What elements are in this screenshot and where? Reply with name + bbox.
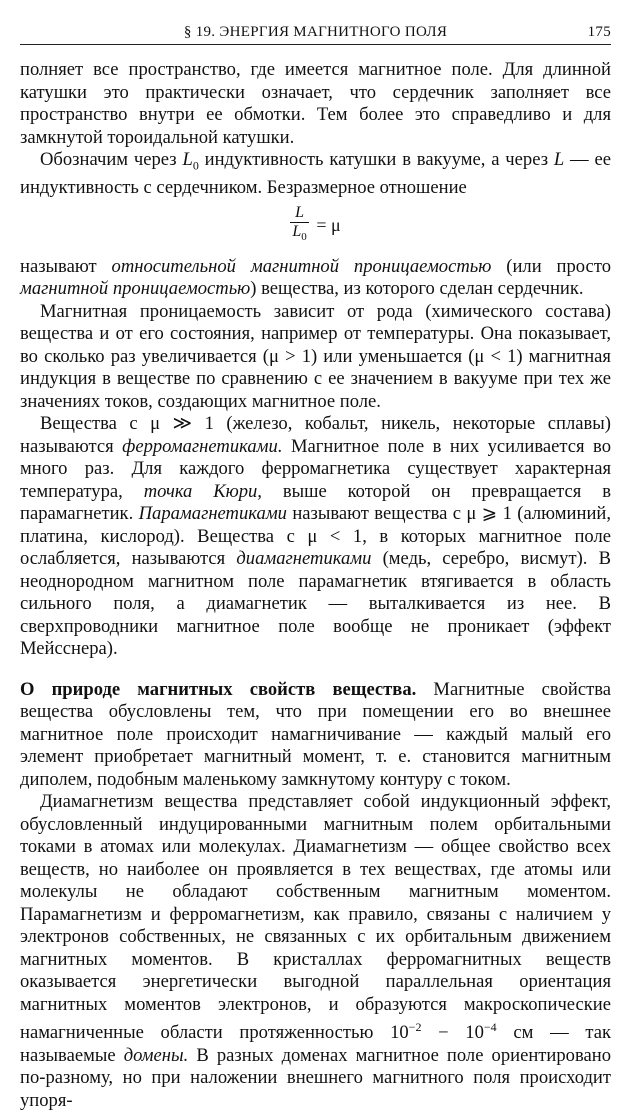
- formula-rhs: = μ: [316, 214, 341, 235]
- symbol-l0: L: [182, 149, 193, 170]
- term-diamagnets: диамагнетиками: [236, 548, 372, 570]
- term-paramagnets: Парамагнетиками: [138, 503, 287, 525]
- section-heading: О природе магнитных свойств вещества.: [20, 678, 417, 700]
- section-gap: [20, 661, 611, 679]
- chapter-title: § 19. ЭНЕРГИЯ МАГНИТНОГО ПОЛЯ: [183, 24, 448, 40]
- symbol-l: L: [553, 149, 565, 170]
- page-number: 175: [587, 24, 611, 40]
- paragraph-2: Обозначим через $L_0$ индуктивность катушки в вакууме, а через L — ее индуктивность с сердечником. Безразмерное отношение: [20, 149, 611, 199]
- fraction-numerator: L: [290, 204, 308, 223]
- fraction: [290, 204, 308, 246]
- running-header: [20, 0, 611, 45]
- term-permeability: магнитной проницаемостью: [20, 278, 251, 300]
- paragraph-7: Диамагнетизм вещества представляет собой индукционный эффект, обусловленный индуцированными магнитным полем орбитальными токами в атомах или молекулах. Диамагнетизм — общее свойство всех веществ, но наиболее он проявляется в тех веществах, где атомы или молекулы не обладают собственным магнитным моментом. Парамагнетизм и ферромагнетизм, как правило, связаны с наличием у электронов собственных, не связанных с их орбитальным движением магнитных моментов. В кристаллах ферромагнитных веществ оказывается энергетически выгодной параллельная ориентация магнитных моментов электронов, и образуются макроскопические намагниченные области протяженностью $10^{-2} - 10^{-4}$ см — так называемые домены. В разных доменах магнитное поле ориентировано по-разному, но при наложении внешнего магнитного поля происходит упоря-: [20, 791, 612, 1111]
- term-ferromagnets: ферромагнетиками.: [122, 435, 283, 457]
- body-text: [20, 59, 611, 1112]
- paragraph-1: полняет все пространство, где имеется магнитное поле. Для длинной катушки это практически означает, что сердечник заполняет все пространство внутри ее обмотки. Тем более это справедливо и для замкнутой тороидальной катушки.: [20, 59, 611, 148]
- term-domains: домены.: [123, 1044, 189, 1066]
- paragraph-6: О природе магнитных свойств вещества. Магнитные свойства вещества обусловлены тем, что при помещении его во внешнее магнитное поле происходит намагничивание — каждый малый его элемент приобретает магнитный момент, т. е. становится магнитным диполем, подобным маленькому замкнутому контуру с током.: [20, 678, 611, 790]
- paragraph-3: называют относительной магнитной проницаемостью (или просто магнитной проницаемостью) вещества, из которого сделан сердечник.: [20, 255, 611, 300]
- term-relative-permeability: относительной магнитной проницаемостью: [111, 255, 492, 277]
- fraction-denominator: $L_0$: [292, 222, 307, 243]
- term-curie-point: точка Кюри,: [143, 480, 262, 502]
- permeability-formula: [20, 204, 611, 250]
- paragraph-4: Магнитная проницаемость зависит от рода (химического состава) вещества и от его состояния, например от температуры. Она показывает, во сколько раз увеличивается (μ > 1) или уменьшается (μ < 1) магнитная индукция в веществе по сравнению с ее значением в вакууме при тех же значениях токов, создающих магнитное поле.: [20, 300, 611, 412]
- paragraph-5: Вещества с μ ≫ 1 (железо, кобальт, никель, некоторые сплавы) называются ферромагнетиками. Магнитное поле в них усиливается во много раз. Для каждого ферромагнетика существует характерная температура, точка Кюри, выше которой он превращается в парамагнетик. Парамагнетиками называют вещества с μ ⩾ 1 (алюминий, платина, кислород). Вещества с μ < 1, в которых магнитное поле ослабляется, называются диамагнетиками (медь, серебро, висмут). В неоднородном магнитном поле парамагнетик втягивается в область сильного поля, а диамагнетик — выталкивается из нее. В сверхпроводники магнитное поле вообще не проникает (эффект Мейсснера).: [20, 413, 612, 660]
